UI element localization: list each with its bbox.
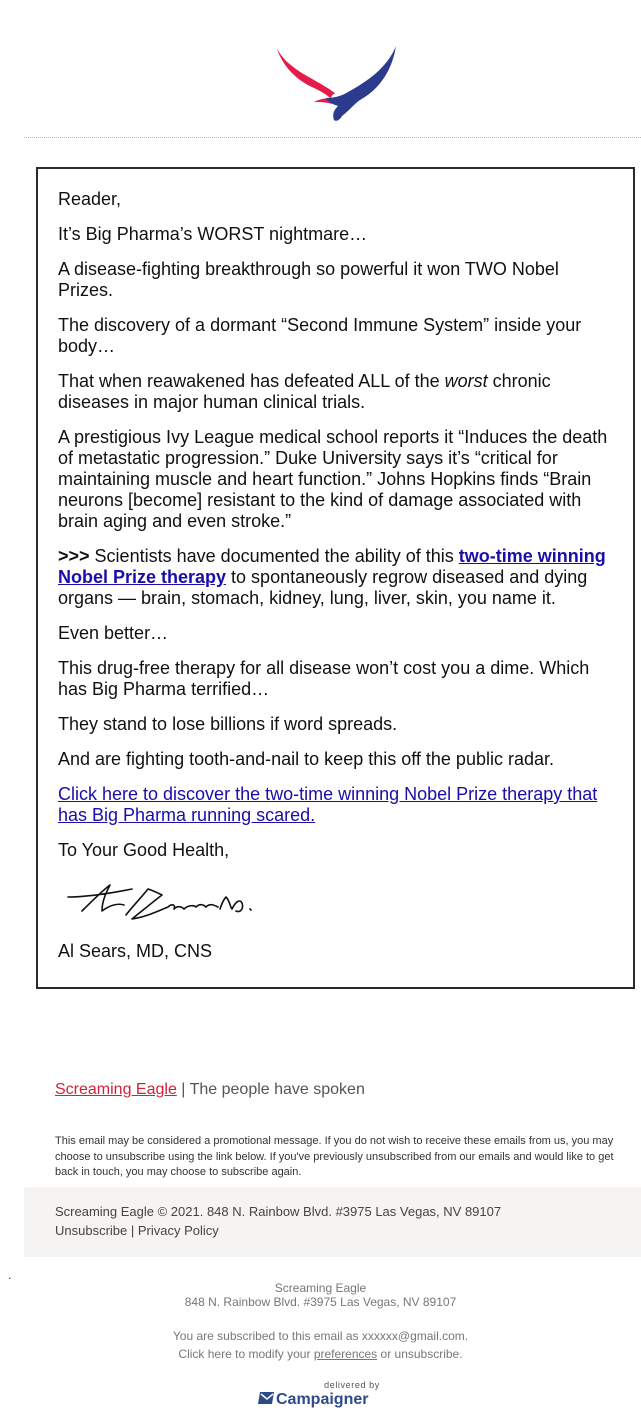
closing: To Your Good Health, — [58, 840, 230, 860]
footer-company: Screaming Eagle — [274, 1281, 367, 1295]
paragraph — [58, 784, 613, 826]
cta-link[interactable]: Click here to discover the two-time winning Nobel Prize therapy that has Big Pharma running scared. — [58, 784, 598, 825]
brand-tagline — [55, 1080, 365, 1099]
unsubscribe-link[interactable]: Unsubscribe — [55, 1223, 128, 1238]
disclaimer-text: This email may be considered a promotional message. If you do not wish to receive these emails from us, you may choose to unsubscribe using the link below. If you've previously unsubscribed from our emails and would like to get back in touch, you may choose to subscribe again. — [55, 1135, 614, 1178]
separator: | — [127, 1223, 138, 1238]
text: or unsubscribe. — [377, 1347, 463, 1361]
stray-dot: . — [8, 1268, 12, 1282]
text: Click here to modify your — [178, 1347, 314, 1361]
paragraph: A disease-fighting breakthrough so powerful it won TWO Nobel Prizes. — [58, 259, 559, 300]
paragraph: This drug-free therapy for all disease won’t cost you a dime. Which has Big Pharma terrified… — [58, 658, 590, 699]
delivered-by-label: delivered by — [324, 1380, 380, 1390]
copyright-address: Screaming Eagle © 2021. 848 N. Rainbow Blvd. #3975 Las Vegas, NV 89107 — [55, 1204, 502, 1219]
eagle-wings-logo — [274, 44, 398, 122]
text: Scientists have documented the ability of this — [89, 546, 459, 566]
privacy-policy-link[interactable]: Privacy Policy — [137, 1223, 219, 1238]
paragraph — [58, 371, 613, 413]
modify-preferences-line — [0, 1347, 641, 1361]
text: chronic diseases in major human clinical trials. — [58, 371, 551, 412]
preferences-link[interactable]: preferences — [313, 1347, 378, 1361]
paragraph: The discovery of a dormant “Second Immune System” inside your body… — [58, 315, 582, 356]
tagline: The people have spoken — [189, 1081, 365, 1098]
therapy-link[interactable]: two-time winning Nobel Prize therapy — [58, 546, 606, 587]
signoff: Al Sears, MD, CNS — [58, 941, 213, 961]
paragraph: A prestigious Ivy League medical school reports it “Induces the death of metastatic progression.” Duke University says it’s “critical for maintaining muscle and heart function.” Johns Hopkins finds “Brain neurons [become] resistant to the kind of damage associated with brain aging and even stroke.” — [58, 427, 608, 531]
subscribed-notice: You are subscribed to this email as xxxxxx@gmail.com. — [172, 1329, 469, 1343]
paragraph: They stand to lose billions if word spreads. — [58, 714, 398, 734]
signature-image — [62, 879, 262, 927]
emphasis: worst — [444, 371, 488, 391]
paragraph: Even better… — [58, 623, 169, 643]
paragraph — [58, 546, 613, 609]
footer-address: 848 N. Rainbow Blvd. #3975 Las Vegas, NV 89107 — [184, 1295, 457, 1309]
brand-link[interactable]: Screaming Eagle — [55, 1081, 177, 1098]
letter-box — [36, 167, 635, 989]
separator: | — [176, 1081, 190, 1098]
paragraph: And are fighting tooth-and-nail to keep this off the public radar. — [58, 749, 554, 769]
text: to spontaneously regrow diseased and dying organs — brain, stomach, kidney, lung, liver, skin, you name it. — [58, 567, 588, 608]
campaigner-wordmark: Campaigner — [276, 1391, 369, 1408]
arrows-prefix: >>> — [58, 546, 90, 566]
footer-box — [24, 1187, 641, 1257]
footer-links — [55, 1223, 219, 1239]
campaigner-logo[interactable] — [258, 1379, 384, 1409]
paragraph: It’s Big Pharma’s WORST nightmare… — [58, 224, 368, 244]
greeting: Reader, — [58, 189, 122, 209]
text: That when reawakened has defeated ALL of the — [58, 371, 445, 391]
header-divider — [24, 137, 641, 138]
